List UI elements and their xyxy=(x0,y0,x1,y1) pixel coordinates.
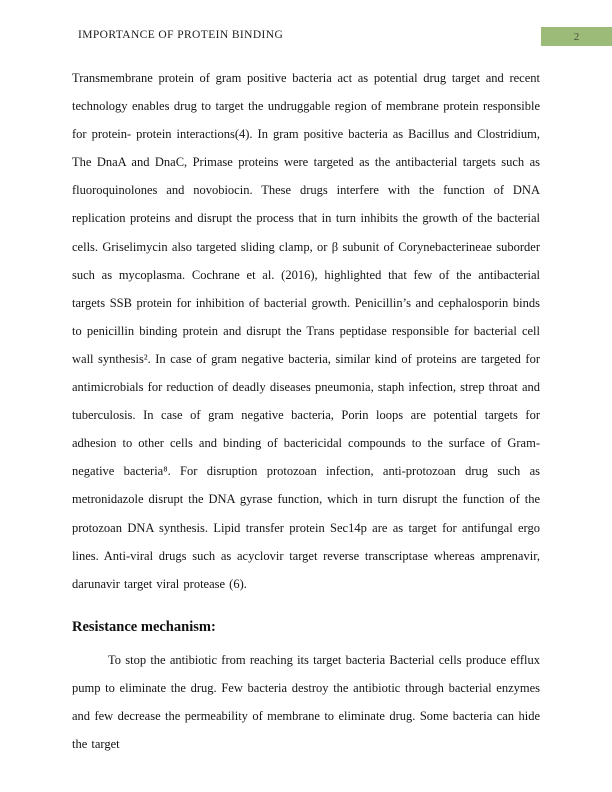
page-header xyxy=(0,26,612,48)
section-heading-resistance-mechanism: Resistance mechanism: xyxy=(72,618,216,635)
page-number-badge: 2 xyxy=(541,27,612,46)
header-title: IMPORTANCE OF PROTEIN BINDING xyxy=(78,29,284,41)
document-body xyxy=(72,64,540,758)
body-paragraph-drug-targets: Transmembrane protein of gram positive bacteria act as potential drug target and recent technology enables drug to target the undruggable region of membrane protein responsible for protein- protein interactions(4). In gram positive bacteria as Bacillus and Clostridium, The DnaA and DnaC, Primase proteins were targeted as the antibacterial targets such as fluoroquinolones and novobiocin. These drugs interfere with the function of DNA replication proteins and disrupt the process that in turn inhibits the growth of the bacterial cells. Griselimycin also targeted sliding clamp, or β subunit of Corynebacterineae suborder such as mycoplasma. Cochrane et al. (2016), highlighted that few of the antibacterial targets SSB protein for inhibition of bacterial growth. Penicillin’s and cephalosporin binds to penicillin binding protein and disrupt the Trans peptidase responsible for bacterial cell wall synthesis². In case of gram negative bacteria, similar kind of proteins are targeted for antimicrobials for reduction of deadly diseases pneumonia, staph infection, strep throat and tuberculosis. In case of gram negative bacteria, Porin loops are potential targets for adhesion to other cells and binding of bactericidal compounds to the surface of Gram-negative bacteria⁸. For disruption protozoan infection, anti-protozoan drug such as metronidazole disrupt the DNA gyrase function, which in turn disrupt the function of the protozoan DNA synthesis. Lipid transfer protein Sec14p are as target for antifungal ergo lines. Anti-viral drugs such as acyclovir target reverse transcriptase whereas amprenavir, darunavir target viral protease (6). xyxy=(72,71,540,591)
body-paragraph-resistance: To stop the antibiotic from reaching its target bacteria Bacterial cells produce efflux pump to eliminate the drug. Few bacteria destroy the antibiotic through bacterial enzymes and few decrease the permeability of membrane to eliminate drug. Some bacteria can hide the target xyxy=(72,652,540,752)
